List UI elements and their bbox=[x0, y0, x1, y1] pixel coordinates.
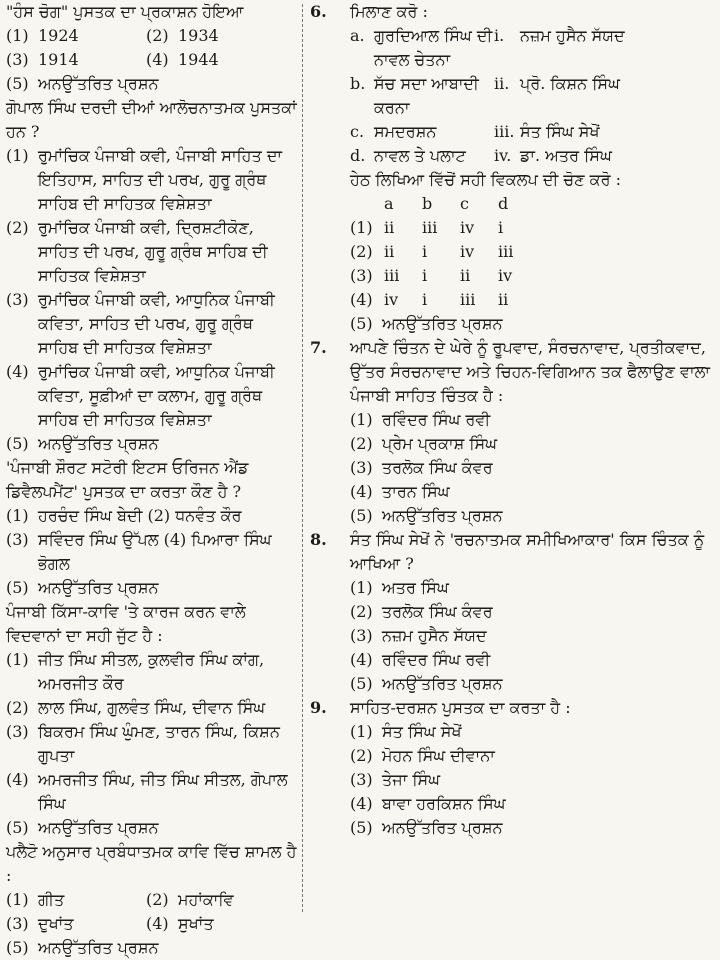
option-text: ਜੀਤ ਸਿੰਘ ਸੀਤਲ, ਕੁਲਵੀਰ ਸਿੰਘ ਕਾਂਗ, ਅਮਰਜੀਤ ਕੌਰ bbox=[38, 650, 265, 693]
option-5[interactable] bbox=[350, 312, 714, 336]
option-number: (3) bbox=[350, 458, 373, 477]
option-number: (1) bbox=[6, 650, 29, 669]
option-text: ਮੋਹਨ ਸਿੰਘ ਦੀਵਾਨਾ bbox=[382, 746, 495, 765]
question-4 bbox=[6, 600, 298, 840]
match-left-label: a. bbox=[350, 26, 365, 45]
grid-cell: iv bbox=[460, 242, 475, 261]
option-number: (4) bbox=[146, 50, 169, 69]
option-4[interactable] bbox=[350, 480, 714, 504]
option-number: (3) bbox=[350, 626, 373, 645]
option-number: (3) bbox=[6, 530, 29, 549]
option-text: ਅਨਉੱਤਰਿਤ ਪ੍ਰਸ਼ਨ bbox=[382, 818, 503, 837]
option-text: ਅਨਉੱਤਰਿਤ ਪ੍ਰਸ਼ਨ bbox=[38, 818, 159, 837]
option-text: ਰੁਮਾਂਚਿਕ ਪੰਜਾਬੀ ਕਵੀ, ਪੰਜਾਬੀ ਸਾਹਿਤ ਦਾ ਇਤਿਹਾਸ, ਸਾਹਿਤ ਦੀ ਪਰਖ, ਗੁਰੂ ਗ੍ਰੰਥ ਸਾਹਿਬ ਦੀ ਸਾਹਿਤਕ ਵਿਸ਼ੇਸ਼ਤਾ bbox=[38, 146, 282, 213]
column-divider bbox=[302, 4, 303, 912]
question-7 bbox=[310, 336, 714, 528]
match-right-label: ii. bbox=[494, 74, 510, 93]
option-1-2[interactable] bbox=[6, 504, 298, 528]
option-1[interactable] bbox=[350, 576, 714, 600]
match-right-item: ਡਾ. ਅਤਰ ਸਿੰਘ bbox=[520, 146, 612, 165]
option-number: (2) bbox=[350, 434, 373, 453]
question-1 bbox=[6, 0, 298, 96]
question-text: ਸੰਤ ਸਿੰਘ ਸੇਖੋਂ ਨੇ 'ਰਚਨਾਤਮਕ ਸਮੀਖਿਆਕਾਰ' ਕਿਸ ਚਿੰਤਕ ਨੂੰ ਆਖਿਆ ? bbox=[350, 530, 705, 573]
column-header: c bbox=[460, 194, 469, 213]
option-text: ਬਿਕਰਮ ਸਿੰਘ ਘੁੰਮਣ, ਤਾਰਨ ਸਿੰਘ, ਕਿਸ਼ਨ ਗੁਪਤਾ bbox=[38, 722, 280, 765]
grid-cell: ii bbox=[498, 290, 509, 309]
grid-cell: ii bbox=[460, 266, 471, 285]
option-3[interactable] bbox=[6, 912, 146, 936]
instruction-text: ਹੇਠ ਲਿਖਿਆ ਵਿੱਚੋਂ ਸਹੀ ਵਿਕਲਪ ਦੀ ਚੋਣ ਕਰੋ : bbox=[350, 170, 621, 189]
match-left-label: c. bbox=[350, 122, 365, 141]
option-number: (5) bbox=[6, 434, 29, 453]
grid-cell: iii bbox=[460, 290, 476, 309]
option-text: ਦੁਖਾਂਤ bbox=[38, 914, 74, 933]
option-4[interactable] bbox=[6, 360, 298, 432]
question-text: ਗੋਪਾਲ ਸਿੰਘ ਦਰਦੀ ਦੀਆਂ ਆਲੋਚਨਾਤਮਕ ਪੁਸਤਕਾਂ ਹਨ ? bbox=[6, 98, 297, 141]
option-3[interactable] bbox=[350, 624, 714, 648]
question-number: 7. bbox=[310, 338, 327, 357]
option-text: ਬਾਵਾ ਹਰਕਿਸ਼ਨ ਸਿੰਘ bbox=[382, 794, 506, 813]
question-text: ਆਪਣੇ ਚਿੰਤਨ ਦੇ ਘੇਰੇ ਨੂੰ ਰੂਪਵਾਦ, ਸੰਰਚਨਾਵਾਦ, ਪ੍ਰਤੀਕਵਾਦ, ਉੱਤਰ ਸੰਰਚਨਾਵਾਦ ਅਤੇ ਚਿਹਨ-ਵਿਗਿਆਨ ਤਕ ਫੈਲਾਉਣ ਵਾਲਾ ਪੰਜਾਬੀ ਸਾਹਿਤ ਚਿੰਤਕ ਹੈ : bbox=[350, 338, 710, 405]
option-number: (1) bbox=[6, 146, 29, 165]
option-number: (3) bbox=[6, 914, 29, 933]
option-2[interactable] bbox=[6, 696, 298, 720]
match-left-item: ਗੁਰਦਿਆਲ ਸਿੰਘ ਦੀ ਨਾਵਲ ਚੇਤਨਾ bbox=[374, 26, 493, 69]
option-number: (1) bbox=[350, 722, 373, 741]
option-text: ਤਰਲੋਕ ਸਿੰਘ ਕੰਵਰ bbox=[382, 458, 493, 477]
grid-cell: ii bbox=[384, 242, 395, 261]
option-5[interactable] bbox=[6, 576, 298, 600]
option-1[interactable] bbox=[6, 888, 146, 912]
match-right-item: ਨਜ਼ਮ ਹੁਸੈਨ ਸੱਯਦ bbox=[520, 26, 625, 45]
option-number: (3) bbox=[6, 50, 29, 69]
option-text: ਅਮਰਜੀਤ ਸਿੰਘ, ਜੀਤ ਸਿੰਘ ਸੀਤਲ, ਗੋਪਾਲ ਸਿੰਘ bbox=[38, 770, 288, 813]
match-right-label: iv. bbox=[494, 146, 512, 165]
option-number: (1) bbox=[6, 26, 29, 45]
grid-cell: i bbox=[422, 266, 428, 285]
grid-cell: iii bbox=[498, 242, 514, 261]
match-left-item: ਸੱਚ ਸਦਾ ਆਬਾਦੀ ਕਰਨਾ bbox=[374, 74, 479, 117]
option-text: ਅਤਰ ਸਿੰਘ bbox=[382, 578, 449, 597]
option-text: ਰੁਮਾਂਚਿਕ ਪੰਜਾਬੀ ਕਵੀ, ਆਧੁਨਿਕ ਪੰਜਾਬੀ ਕਵਿਤਾ, ਸੂਫ਼ੀਆਂ ਦਾ ਕਲਾਮ, ਗੁਰੂ ਗ੍ਰੰਥ ਸਾਹਿਬ ਦੀ ਸਾਹਿਤਕ ਵਿਸ਼ੇਸ਼ਤਾ bbox=[38, 362, 275, 429]
option-5[interactable] bbox=[6, 72, 298, 96]
option-2[interactable] bbox=[350, 432, 714, 456]
question-6 bbox=[310, 0, 714, 336]
grid-cell: i bbox=[498, 218, 504, 237]
question-text: 'ਪੰਜਾਬੀ ਸ਼ੌਰਟ ਸਟੋਰੀ ਇਟਸ ਓਰਿਜਨ ਐਂਡ ਡਿਵੈਲਪਮੈਂਟ' ਪੁਸਤਕ ਦਾ ਕਰਤਾ ਕੌਣ ਹੈ ? bbox=[6, 458, 249, 501]
option-number: (5) bbox=[350, 818, 373, 837]
option-number: (5) bbox=[6, 938, 29, 957]
question-5 bbox=[6, 840, 298, 960]
option-number: (3) bbox=[6, 290, 29, 309]
option-1[interactable] bbox=[6, 24, 146, 48]
column-header: b bbox=[422, 194, 433, 213]
match-left-label: b. bbox=[350, 74, 366, 93]
answer-grid-header bbox=[350, 192, 714, 216]
option-5[interactable] bbox=[350, 672, 714, 696]
option-number: (3) bbox=[350, 770, 373, 789]
left-column bbox=[6, 0, 298, 960]
question-number: 8. bbox=[310, 530, 327, 549]
question-number: 9. bbox=[310, 698, 327, 717]
column-header: d bbox=[498, 194, 509, 213]
option-number: (4) bbox=[350, 290, 373, 309]
option-2[interactable] bbox=[350, 600, 714, 624]
question-3 bbox=[6, 456, 298, 600]
option-3[interactable] bbox=[350, 264, 714, 288]
option-text: ਗੀਤ bbox=[38, 890, 65, 909]
option-text: ਅਨਉੱਤਰਿਤ ਪ੍ਰਸ਼ਨ bbox=[38, 938, 159, 957]
option-text: ਸਵਿੰਦਰ ਸਿੰਘ ਉੱਪਲ (4) ਪਿਆਰਾ ਸਿੰਘ ਭੋਗਲ bbox=[38, 530, 272, 573]
option-text: ਪ੍ਰੇਮ ਪ੍ਰਕਾਸ਼ ਸਿੰਘ bbox=[382, 434, 498, 453]
option-1[interactable] bbox=[350, 720, 714, 744]
option-2[interactable] bbox=[6, 216, 298, 288]
option-text: ਤਾਰਨ ਸਿੰਘ bbox=[382, 482, 450, 501]
option-4[interactable] bbox=[350, 648, 714, 672]
option-3[interactable] bbox=[350, 768, 714, 792]
option-text: 1934 bbox=[178, 26, 219, 45]
column-header: a bbox=[384, 194, 394, 213]
option-number: (5) bbox=[6, 74, 29, 93]
option-1[interactable] bbox=[6, 144, 298, 216]
match-right-label: i. bbox=[494, 26, 505, 45]
option-4[interactable] bbox=[6, 768, 298, 816]
match-right-item: ਸੰਤ ਸਿੰਘ ਸੇਖੋਂ bbox=[520, 122, 600, 141]
option-text: ਰਵਿੰਦਰ ਸਿੰਘ ਰਵੀ bbox=[382, 410, 491, 429]
option-text: ਨਜ਼ਮ ਹੁਸੈਨ ਸੱਯਦ bbox=[382, 626, 487, 645]
option-number: (1) bbox=[6, 890, 29, 909]
option-number: (1) bbox=[350, 410, 373, 429]
question-text: ਮਿਲਾਣ ਕਰੋ : bbox=[350, 2, 428, 21]
option-1[interactable] bbox=[350, 216, 714, 240]
option-text: ਰਵਿੰਦਰ ਸਿੰਘ ਰਵੀ bbox=[382, 650, 491, 669]
match-list bbox=[350, 24, 714, 168]
option-number: (2) bbox=[6, 698, 29, 717]
option-number: (4) bbox=[146, 914, 169, 933]
option-text: ਅਨਉੱਤਰਿਤ ਪ੍ਰਸ਼ਨ bbox=[382, 674, 503, 693]
option-number: (2) bbox=[146, 890, 169, 909]
option-3[interactable] bbox=[350, 456, 714, 480]
question-text: ਸਾਹਿਤ-ਦਰਸ਼ਨ ਪੁਸਤਕ ਦਾ ਕਰਤਾ ਹੈ : bbox=[350, 698, 571, 717]
option-number: (2) bbox=[350, 242, 373, 261]
option-text: ਰੁਮਾਂਚਿਕ ਪੰਜਾਬੀ ਕਵੀ, ਆਧੁਨਿਕ ਪੰਜਾਬੀ ਕਵਿਤਾ, ਸਾਹਿਤ ਦੀ ਪਰਖ, ਗੁਰੂ ਗ੍ਰੰਥ ਸਾਹਿਬ ਦੀ ਸਾਹਿਤਕ ਵਿਸ਼ੇਸ਼ਤਾ bbox=[38, 290, 275, 357]
option-number: (3) bbox=[350, 266, 373, 285]
option-number: (5) bbox=[350, 506, 373, 525]
option-2[interactable] bbox=[146, 888, 286, 912]
option-4[interactable] bbox=[146, 48, 286, 72]
option-number: (4) bbox=[6, 770, 29, 789]
option-4[interactable] bbox=[146, 912, 286, 936]
option-1[interactable] bbox=[350, 408, 714, 432]
option-text: ਅਨਉੱਤਰਿਤ ਪ੍ਰਸ਼ਨ bbox=[382, 314, 503, 333]
option-number: (1) bbox=[350, 218, 373, 237]
option-text: 1924 bbox=[38, 26, 79, 45]
option-2[interactable] bbox=[350, 744, 714, 768]
option-text: ਅਨਉੱਤਰਿਤ ਪ੍ਰਸ਼ਨ bbox=[382, 506, 503, 525]
option-text: ਮਹਾਂਕਾਵਿ bbox=[178, 890, 234, 909]
option-number: (5) bbox=[350, 314, 373, 333]
option-text: ਸੁਖਾਂਤ bbox=[178, 914, 214, 933]
option-text: 1944 bbox=[178, 50, 219, 69]
option-5[interactable] bbox=[350, 816, 714, 840]
option-text: ਤਰਲੋਕ ਸਿੰਘ ਕੰਵਰ bbox=[382, 602, 493, 621]
option-4[interactable] bbox=[350, 288, 714, 312]
option-text: ਲਾਲ ਸਿੰਘ, ਗੁਲਵੰਤ ਸਿੰਘ, ਦੀਵਾਨ ਸਿੰਘ bbox=[38, 698, 266, 717]
option-text: ਅਨਉੱਤਰਿਤ ਪ੍ਰਸ਼ਨ bbox=[38, 578, 159, 597]
option-text: 1914 bbox=[38, 50, 79, 69]
grid-cell: i bbox=[422, 290, 428, 309]
option-text: ਅਨਉੱਤਰਿਤ ਪ੍ਰਸ਼ਨ bbox=[38, 74, 159, 93]
question-text: ਪਲੈਟੋ ਅਨੁਸਾਰ ਪ੍ਰਬੰਧਾਤਮਕ ਕਾਵਿ ਵਿੱਚ ਸ਼ਾਮਲ ਹੈ : bbox=[6, 842, 297, 885]
option-number: (5) bbox=[350, 674, 373, 693]
match-left-item: ਸਮਦਰਸ਼ਨ bbox=[374, 122, 437, 141]
match-left-label: d. bbox=[350, 146, 366, 165]
option-number: (4) bbox=[350, 482, 373, 501]
grid-cell: iv bbox=[498, 266, 513, 285]
grid-cell: iii bbox=[422, 218, 438, 237]
option-number: (2) bbox=[350, 602, 373, 621]
option-5[interactable] bbox=[6, 432, 298, 456]
match-right-item: ਪ੍ਰੋ. ਕਿਸ਼ਨ ਸਿੰਘ bbox=[520, 74, 620, 93]
question-number: 6. bbox=[310, 2, 327, 21]
option-number: (2) bbox=[350, 746, 373, 765]
question-9 bbox=[310, 696, 714, 840]
option-number: (5) bbox=[6, 578, 29, 597]
option-text: ਤੇਜਾ ਸਿੰਘ bbox=[382, 770, 441, 789]
option-3[interactable] bbox=[6, 288, 298, 360]
option-text: ਸੰਤ ਸਿੰਘ ਸੇਖੋਂ bbox=[382, 722, 462, 741]
option-text: ਅਨਉੱਤਰਿਤ ਪ੍ਰਸ਼ਨ bbox=[38, 434, 159, 453]
match-left-item: ਨਾਵਲ ਤੇ ਪਲਾਟ bbox=[374, 146, 466, 165]
question-text: "ਹੰਸ ਚੋਗ" ਪੁਸਤਕ ਦਾ ਪ੍ਰਕਾਸ਼ਨ ਹੋਇਆ bbox=[6, 2, 244, 21]
grid-cell: iii bbox=[384, 266, 400, 285]
option-2[interactable] bbox=[146, 24, 286, 48]
question-text: ਪੰਜਾਬੀ ਕਿੱਸਾ-ਕਾਵਿ 'ਤੇ ਕਾਰਜ ਕਰਨ ਵਾਲੇ ਵਿਦਵਾਨਾਂ ਦਾ ਸਹੀ ਜੁੱਟ ਹੈ : bbox=[6, 602, 246, 645]
option-number: (4) bbox=[350, 650, 373, 669]
right-column bbox=[310, 0, 714, 840]
option-1[interactable] bbox=[6, 648, 298, 696]
option-text: ਰੁਮਾਂਚਿਕ ਪੰਜਾਬੀ ਕਵੀ, ਦ੍ਰਿਸ਼ਟੀਕੋਣ, ਸਾਹਿਤ ਦੀ ਪਰਖ, ਗੁਰੂ ਗ੍ਰੰਥ ਸਾਹਿਬ ਦੀ ਸਾਹਿਤਕ ਵਿਸ਼ੇਸ਼ਤਾ bbox=[38, 218, 268, 285]
grid-cell: i bbox=[422, 242, 428, 261]
grid-cell: iv bbox=[384, 290, 399, 309]
option-3[interactable] bbox=[6, 720, 298, 768]
option-number: (5) bbox=[6, 818, 29, 837]
option-4[interactable] bbox=[350, 792, 714, 816]
grid-cell: iv bbox=[460, 218, 475, 237]
option-3[interactable] bbox=[6, 48, 146, 72]
option-number: (4) bbox=[6, 362, 29, 381]
option-number: (2) bbox=[6, 218, 29, 237]
option-text: ਹਰਚੰਦ ਸਿੰਘ ਬੇਦੀ (2) ਧਨਵੰਤ ਕੌਰ bbox=[38, 506, 242, 525]
grid-cell: ii bbox=[384, 218, 395, 237]
option-5[interactable] bbox=[350, 504, 714, 528]
option-2[interactable] bbox=[350, 240, 714, 264]
option-number: (1) bbox=[350, 578, 373, 597]
option-number: (4) bbox=[350, 794, 373, 813]
question-2 bbox=[6, 96, 298, 456]
option-5[interactable] bbox=[6, 936, 298, 960]
option-5[interactable] bbox=[6, 816, 298, 840]
question-8 bbox=[310, 528, 714, 696]
option-3-4[interactable] bbox=[6, 528, 298, 576]
match-right-label: iii. bbox=[494, 122, 515, 141]
option-number: (1) bbox=[6, 506, 29, 525]
option-number: (2) bbox=[146, 26, 169, 45]
option-number: (3) bbox=[6, 722, 29, 741]
